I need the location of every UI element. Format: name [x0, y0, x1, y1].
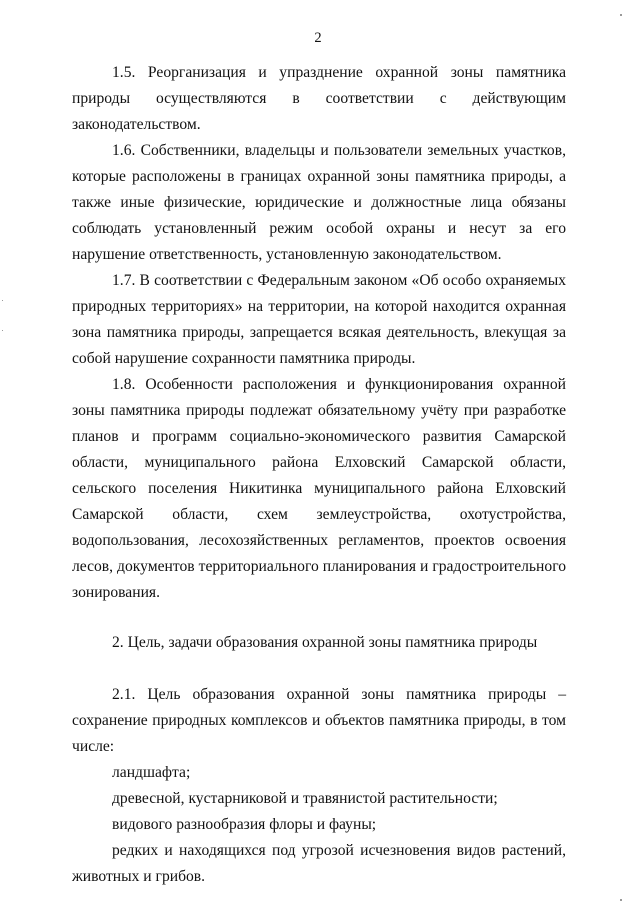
section-2-heading: 2. Цель, задачи образования охранной зоны памятника природы: [112, 634, 538, 651]
scan-speck: [620, 899, 622, 901]
list-item-landscape: ландшафта;: [112, 764, 191, 781]
page-number: 2: [314, 30, 322, 46]
paragraph-1-7: 1.7. В соответствии с Федеральным законом «Об особо охраняемых природных территориях» на территории, на которой находится охранная зона памятника природы, запрещается всякая деятельность, влекущая за собой нарушение сохранности памятника природы.: [72, 272, 566, 367]
document-body: [72, 60, 566, 890]
paragraph-1-5: 1.5. Реорганизация и упразднение охранной зоны памятника природы осуществляются в соответствии с действующим законодательством.: [72, 64, 566, 133]
scan-speck: [2, 330, 3, 331]
list-item-rare-species: редких и находящихся под угрозой исчезновения видов растений, животных и грибов.: [72, 842, 566, 885]
spacer: [72, 606, 566, 630]
paragraph-1-6: 1.6. Собственники, владельцы и пользователи земельных участков, которые расположены в границах охранной зоны памятника природы, а также иные физические, юридические и должностные лица обязаны соблюдать установленный режим особой охраны и несут за его нарушение ответственность, установленную законодательством.: [72, 142, 566, 263]
spacer: [72, 656, 566, 682]
paragraph-1-8: 1.8. Особенности расположения и функционирования охранной зоны памятника природы подлежат обязательному учёту при разработке планов и программ социально-экономического развития Самарской области, муниципального района Елховский Самарской области, сельского поселения Никитинка муниципального района Елховский Самарской области, схем землеустройства, охотустройства, водопользования, лесохозяйственных регламентов, проектов освоения лесов, документов территориального планирования и градостроительного зонирования.: [72, 376, 566, 601]
list-item-vegetation: древесной, кустарниковой и травянистой растительности;: [112, 790, 498, 807]
scan-speck: [620, 14, 622, 16]
scan-speck: [2, 300, 3, 301]
list-item-biodiversity: видового разнообразия флоры и фауны;: [112, 816, 377, 833]
paragraph-2-1: 2.1. Цель образования охранной зоны памятника природы – сохранение природных комплексов и объектов памятника природы, в том числе:: [72, 686, 566, 755]
